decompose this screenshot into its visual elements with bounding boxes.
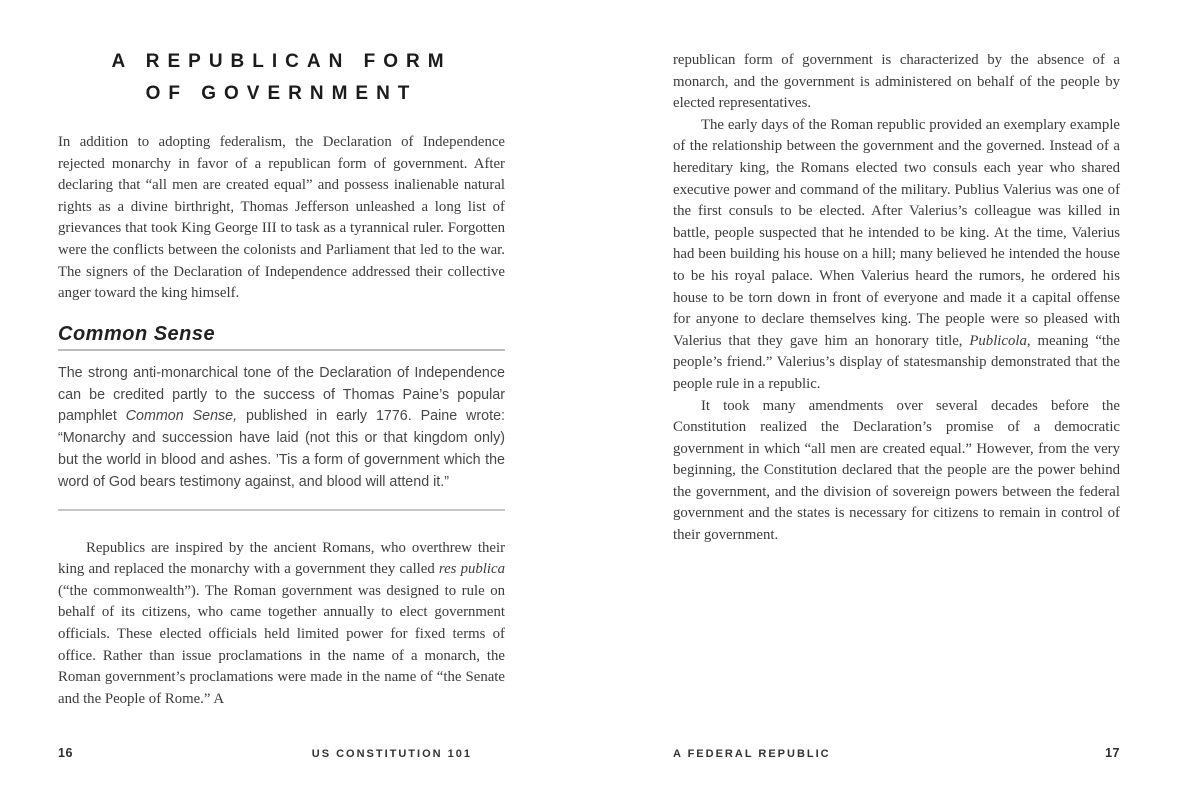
page-right [673, 0, 1120, 800]
paragraph-republics: Republics are inspired by the ancient Romans, who overthrew their king and replaced the monarchy with a government they called res publica (“the commonwealth”). The Roman government was designed to rule on behalf of its citizens, who came together annually to elect government officials. These elected officials held limited power for fixed terms of office. Rather than issue proclamations in the name of a monarch, the Roman government’s proclamations were made in the name of “the Senate and the People of Rome.” A [58, 539, 505, 707]
paragraph-intro: In addition to adopting federalism, the Declaration of Independence rejected monarchy in favor of a republican form of government. After declaring that “all men are created equal” and possess inalienable natural rights as a divine birthright, Thomas Jefferson unleashed a long list of grievances that took King George III to task as a tyrannical ruler. Forgotten were the conflicts between the colonists and Parliament that led to the war. The signers of the Declaration of Independence addressed their collective anger toward the king himself. [58, 134, 505, 302]
page-footer-right [673, 746, 1120, 760]
chapter-title-line1: A REPUBLICAN FORM [111, 51, 452, 72]
page-footer-left [58, 746, 505, 760]
paragraph-amendments: It took many amendments over several decades before the Constitution realized the Declaration’s promise of a democratic government in which “all men are created equal.” However, from the very beginning, the Constitution declared that the people are the power behind the government, and the division of sovereign powers between the federal government and the states is necessary for citizens to remain in control of their government. [673, 397, 1120, 544]
sidebar-heading: Common Sense [58, 323, 505, 351]
page-number-right: 17 [1105, 746, 1120, 760]
running-head-right: A FEDERAL REPUBLIC [673, 748, 831, 760]
running-head-left: US CONSTITUTION 101 [311, 748, 472, 760]
chapter-title-line2: OF GOVERNMENT [145, 83, 418, 104]
sidebar-common-sense [58, 323, 505, 511]
paragraph-continuation: republican form of government is characterized by the absence of a monarch, and the government is administered on behalf of the people by elected representatives. [673, 52, 1120, 112]
page-number-left: 16 [58, 746, 73, 760]
chapter-title [58, 46, 505, 110]
sidebar-bottom-rule [58, 509, 505, 511]
paragraph-roman-republic: The early days of the Roman republic provided an exemplary example of the relationship between the government and the governed. Instead of a hereditary king, the Romans elected two consuls each year who shared executive power and command of the military. Publius Valerius was one of the first consuls to be elected. After Valerius’s colleague was killed in battle, people suspected that he intended to be king. At the time, Valerius had been building his house on a hill; many believed he intended the house to be his royal palace. When Valerius heard the rumors, he ordered his house to be torn down in front of everyone and made it a capital offense for anyone to declare themselves king. The people were so pleased with Valerius that they gave him an honorary title, Publicola, meaning “the people’s friend.” Valerius’s display of statesmanship demonstrated that the people rule in a republic. [673, 116, 1120, 392]
page-left [58, 0, 505, 800]
sidebar-body-text: The strong anti-monarchical tone of the Declaration of Independence can be credited partly to the success of Thomas Paine’s popular pamphlet Common Sense, published in early 1776. Paine wrote: “Monarchy and succession have laid (not this or that kingdom only) but the world in blood and ashes. ’Tis a form of government which the word of God bears testimony against, and blood will attend it.” [58, 364, 505, 490]
